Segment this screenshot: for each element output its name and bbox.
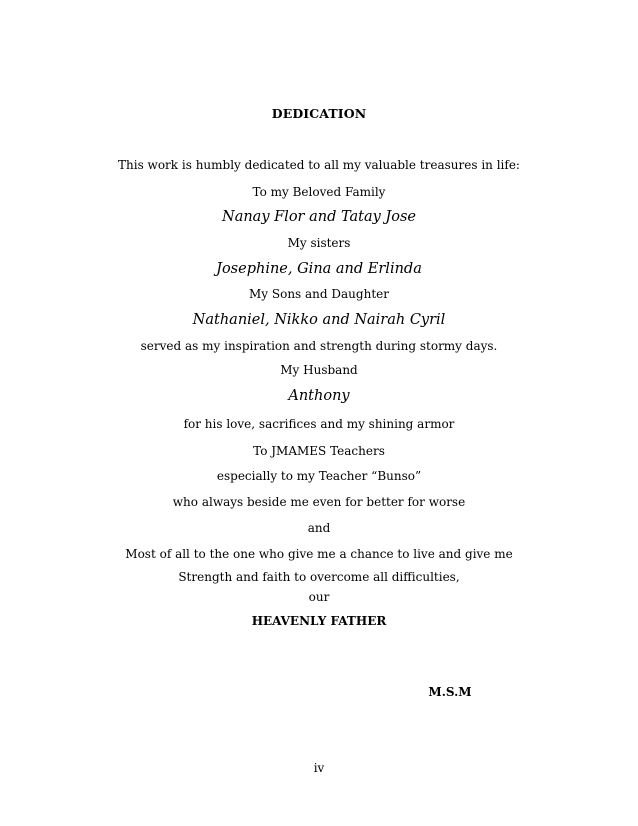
heavenly-father-line: HEAVENLY FATHER — [251, 614, 387, 628]
and-line: and — [307, 521, 331, 535]
children-heading: My Sons and Daughter — [249, 287, 389, 301]
our-line: our — [308, 590, 330, 604]
page-title: DEDICATION — [271, 106, 367, 121]
husband-heading: My Husband — [280, 363, 358, 377]
inspiration-line: served as my inspiration and strength during stormy days. — [140, 339, 498, 353]
family-heading: To my Beloved Family — [252, 185, 386, 199]
most-of-all-line: Most of all to the one who give me a chance to live and give me — [125, 547, 513, 561]
intro-line: This work is humbly dedicated to all my valuable treasures in life: — [118, 158, 520, 172]
teacher-note: who always beside me even for better for worse — [172, 495, 466, 509]
teachers-heading: To JMAMES Teachers — [253, 444, 385, 458]
husband-name: Anthony — [288, 388, 350, 404]
husband-note: for his love, sacrifices and my shining armor — [183, 417, 455, 431]
signature-initials: M.S.M — [428, 685, 472, 699]
parents-names: Nanay Flor and Tatay Jose — [222, 209, 416, 225]
children-names: Nathaniel, Nikko and Nairah Cyril — [192, 312, 446, 328]
sisters-names: Josephine, Gina and Erlinda — [216, 261, 422, 277]
page-number: iv — [313, 761, 325, 775]
teacher-special-line: especially to my Teacher “Bunso” — [216, 469, 422, 483]
sisters-heading: My sisters — [287, 236, 351, 250]
strength-line: Strength and faith to overcome all difficulties, — [178, 570, 460, 584]
